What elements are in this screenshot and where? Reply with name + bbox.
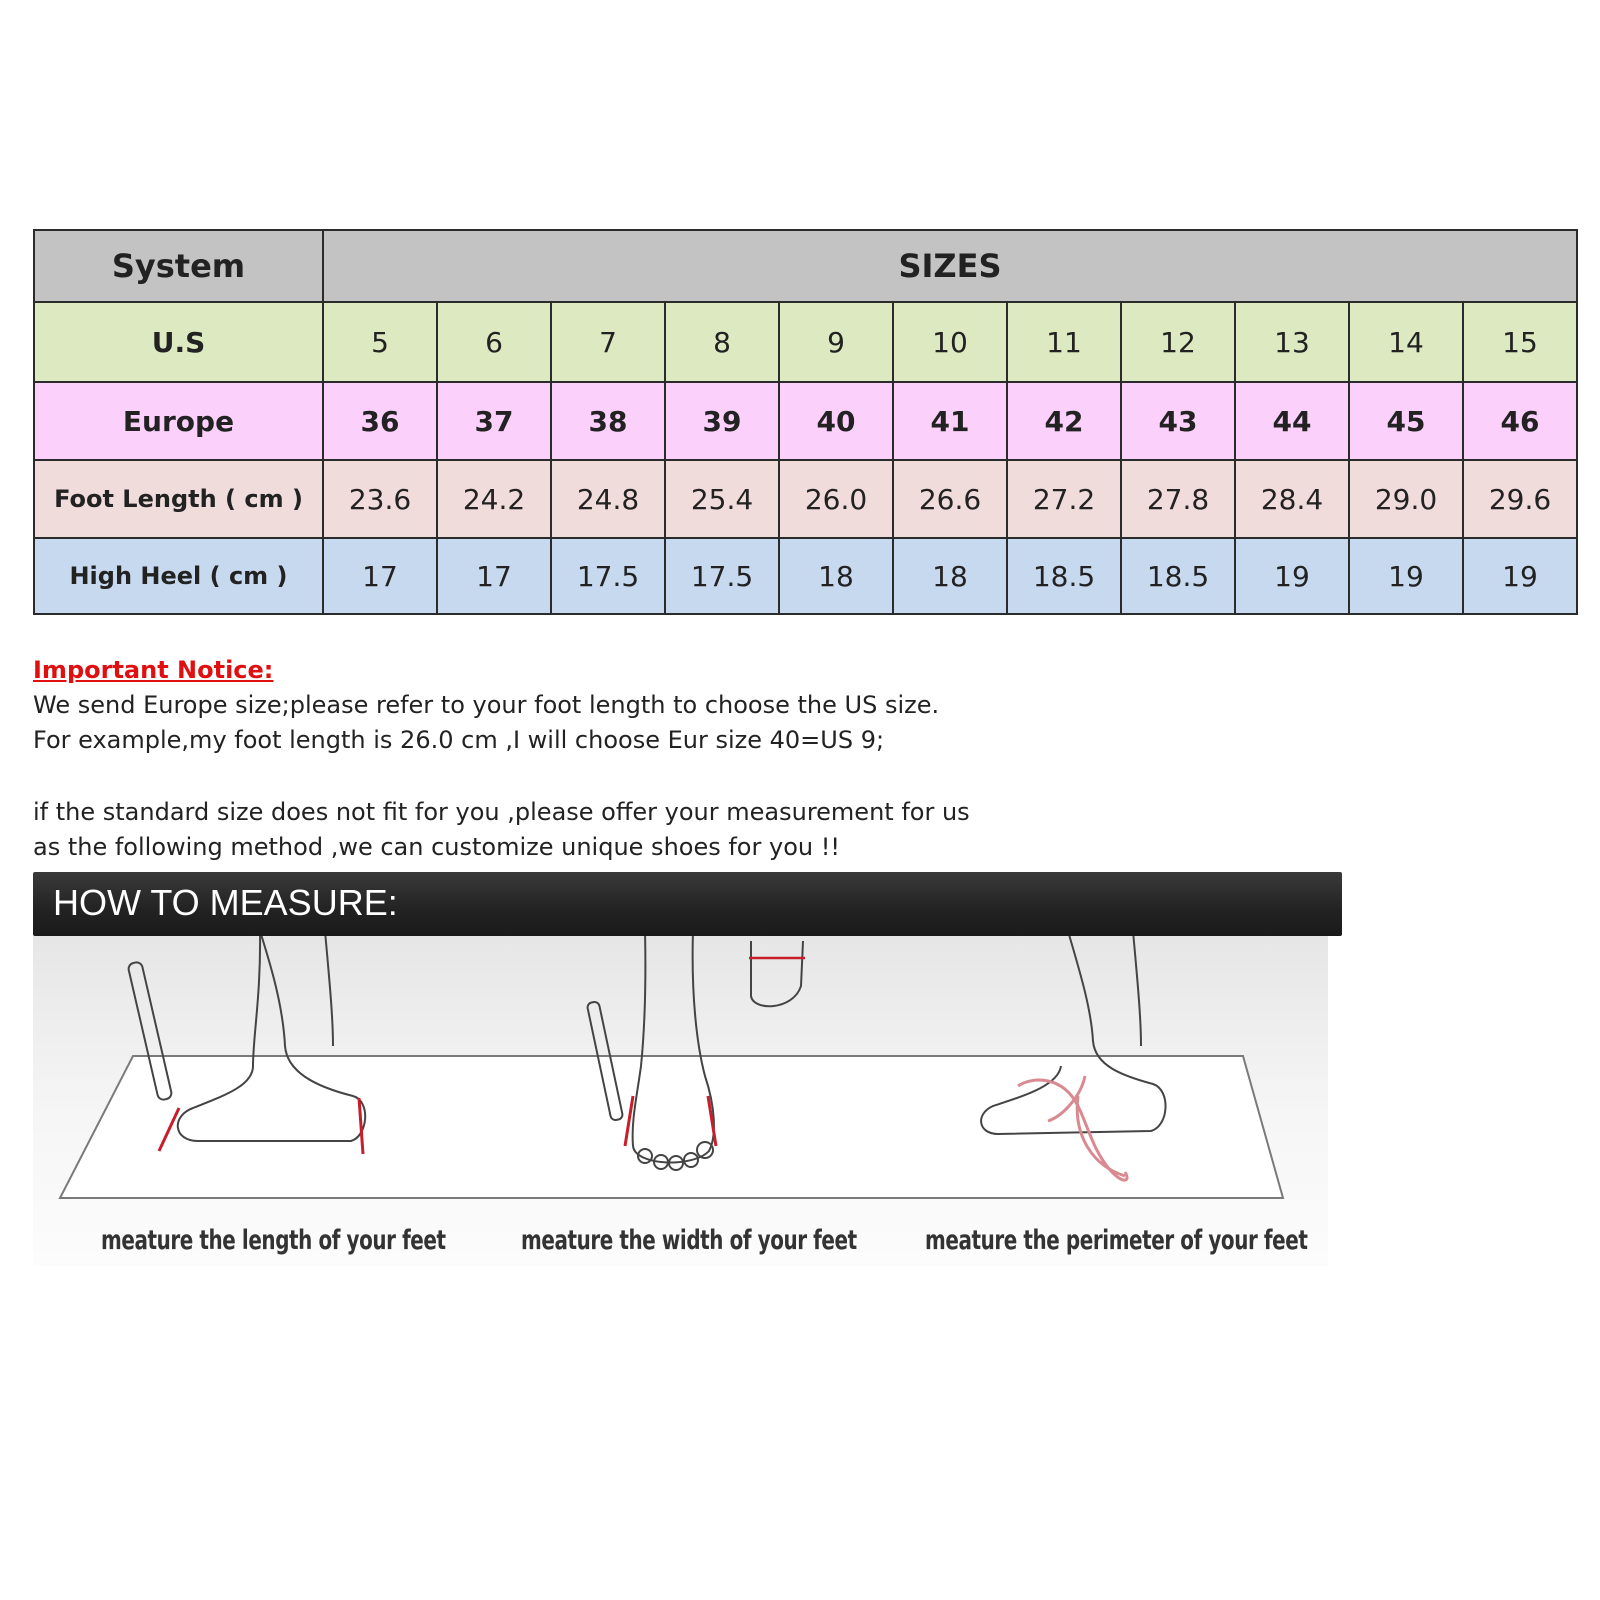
table-cell: 23.6 [323, 460, 437, 538]
table-cell: 19 [1235, 538, 1349, 614]
table-cell: 13 [1235, 302, 1349, 382]
measure-length-caption: meature the length of your feet [101, 1225, 446, 1256]
table-cell: 9 [779, 302, 893, 382]
table-cell: 17 [323, 538, 437, 614]
row-label: Foot Length ( cm ) [34, 460, 323, 538]
how-to-measure-banner [33, 872, 1342, 936]
table-cell: 26.6 [893, 460, 1007, 538]
notice-line: if the standard size does not fit for you ,please offer your measurement for us [33, 798, 970, 826]
table-cell: 38 [551, 382, 665, 460]
system-header: System [34, 230, 323, 302]
measure-illustration [33, 936, 1328, 1266]
measure-width-caption: meature the width of your feet [521, 1225, 857, 1256]
high-heel-row [34, 538, 1577, 614]
table-cell: 10 [893, 302, 1007, 382]
table-cell: 39 [665, 382, 779, 460]
table-cell: 18 [779, 538, 893, 614]
table-cell: 43 [1121, 382, 1235, 460]
table-cell: 26.0 [779, 460, 893, 538]
table-cell: 24.8 [551, 460, 665, 538]
table-cell: 7 [551, 302, 665, 382]
size-chart-table [33, 229, 1578, 615]
table-cell: 29.0 [1349, 460, 1463, 538]
table-cell: 11 [1007, 302, 1121, 382]
table-cell: 36 [323, 382, 437, 460]
table-cell: 45 [1349, 382, 1463, 460]
notice-line: For example,my foot length is 26.0 cm ,I will choose Eur size 40=US 9; [33, 726, 885, 754]
table-cell: 15 [1463, 302, 1577, 382]
table-cell: 17.5 [665, 538, 779, 614]
table-cell: 17.5 [551, 538, 665, 614]
table-header-row [34, 230, 1577, 302]
table-cell: 18 [893, 538, 1007, 614]
table-cell: 18.5 [1007, 538, 1121, 614]
notice-line: We send Europe size;please refer to your foot length to choose the US size. [33, 691, 940, 719]
table-cell: 42 [1007, 382, 1121, 460]
table-cell: 37 [437, 382, 551, 460]
table-cell: 29.6 [1463, 460, 1577, 538]
table-cell: 19 [1349, 538, 1463, 614]
table-cell: 5 [323, 302, 437, 382]
table-cell: 25.4 [665, 460, 779, 538]
important-notice-title: Important Notice: [33, 656, 274, 684]
table-cell: 14 [1349, 302, 1463, 382]
row-label: High Heel ( cm ) [34, 538, 323, 614]
table-cell: 24.2 [437, 460, 551, 538]
table-cell: 41 [893, 382, 1007, 460]
table-cell: 17 [437, 538, 551, 614]
table-cell: 40 [779, 382, 893, 460]
us-size-row [34, 302, 1577, 382]
how-to-measure-title: HOW TO MEASURE: [53, 882, 398, 923]
table-cell: 44 [1235, 382, 1349, 460]
table-cell: 27.8 [1121, 460, 1235, 538]
table-cell: 6 [437, 302, 551, 382]
europe-size-row [34, 382, 1577, 460]
table-cell: 27.2 [1007, 460, 1121, 538]
table-cell: 19 [1463, 538, 1577, 614]
table-cell: 28.4 [1235, 460, 1349, 538]
sizes-header: SIZES [323, 230, 1577, 302]
table-cell: 46 [1463, 382, 1577, 460]
measure-illustration-panel [33, 936, 1328, 1266]
notice-line: as the following method ,we can customize unique shoes for you !! [33, 833, 840, 861]
table-cell: 8 [665, 302, 779, 382]
measure-perimeter-caption: meature the perimeter of your feet [925, 1225, 1308, 1256]
table-cell: 18.5 [1121, 538, 1235, 614]
row-label: Europe [34, 382, 323, 460]
foot-length-row [34, 460, 1577, 538]
row-label: U.S [34, 302, 323, 382]
table-cell: 12 [1121, 302, 1235, 382]
